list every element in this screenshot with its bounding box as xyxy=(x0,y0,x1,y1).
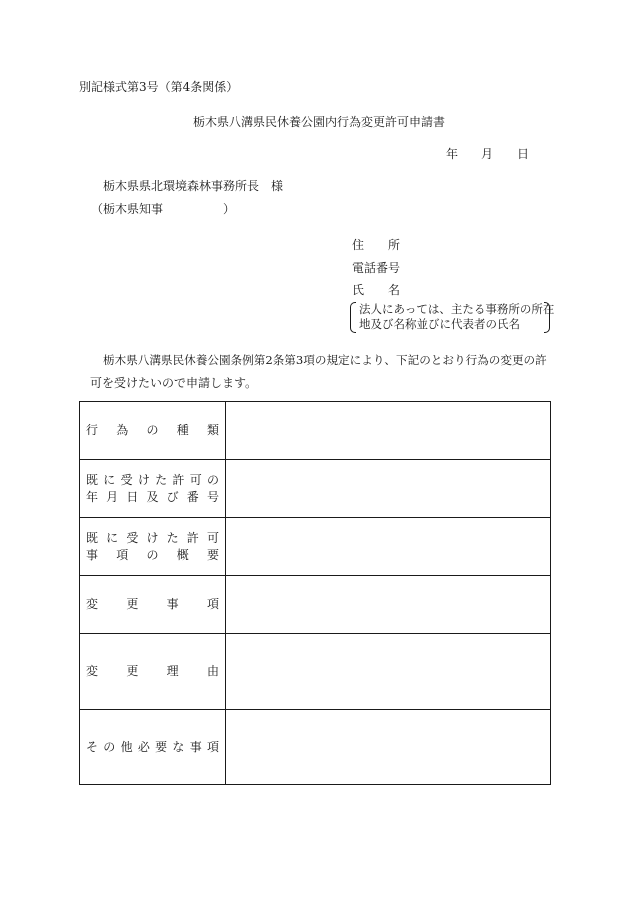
addressee-governor: （栃木県知事 ） xyxy=(91,202,236,216)
addressee-office: 栃木県県北環境森林事務所長 様 xyxy=(103,179,284,193)
body-text-line1: 栃木県八溝県民休養公園条例第2条第3項の規定により、下記のとおり行為の変更の許 xyxy=(103,353,547,367)
row-label-line xyxy=(86,472,219,489)
label-char: 可 xyxy=(206,530,219,545)
name-label: 氏 名 xyxy=(352,283,401,297)
label-char: 種 xyxy=(176,423,189,437)
corporate-note-line2: 地及び名称並びに代表者の氏名 xyxy=(359,317,520,331)
row-label xyxy=(80,710,226,785)
row-label-line xyxy=(86,422,219,439)
label-char: 理 xyxy=(166,664,179,678)
label-char: 受 xyxy=(126,530,139,545)
label-char: 変 xyxy=(86,664,99,678)
label-char: 受 xyxy=(120,472,133,487)
row-label-line xyxy=(86,596,219,613)
label-char: 概 xyxy=(176,547,189,562)
row-value-field[interactable] xyxy=(226,710,551,785)
label-char: 日 xyxy=(126,489,139,504)
label-char: 必 xyxy=(137,739,150,754)
label-char: の xyxy=(146,547,159,562)
row-value-field[interactable] xyxy=(226,576,551,634)
label-char: 行 xyxy=(86,423,99,437)
address-label: 住 所 xyxy=(352,238,401,252)
label-char: 由 xyxy=(206,664,219,678)
table-row xyxy=(80,402,551,460)
label-char: 事 xyxy=(166,597,179,611)
row-label-line xyxy=(86,530,219,547)
label-char: の xyxy=(146,423,159,437)
label-char: 年 xyxy=(86,489,99,504)
body-text-line2: 可を受けたいので申請します。 xyxy=(90,376,258,390)
label-char: 項 xyxy=(206,597,219,611)
row-value-field[interactable] xyxy=(226,518,551,576)
label-char: に xyxy=(103,472,116,487)
table-row xyxy=(80,518,551,576)
label-char: 可 xyxy=(189,472,202,487)
date-month-label: 月 xyxy=(481,147,494,161)
left-bracket xyxy=(350,302,356,333)
row-value-field[interactable] xyxy=(226,460,551,518)
label-char: た xyxy=(166,530,179,545)
corporate-note-line1: 法人にあっては、主たる事務所の所在 xyxy=(359,302,555,316)
label-char: の xyxy=(103,739,116,754)
label-char: 既 xyxy=(86,472,99,487)
label-char: 事 xyxy=(86,547,99,562)
row-label xyxy=(80,634,226,710)
label-char: 許 xyxy=(186,530,199,545)
page-title: 栃木県八溝県民休養公園内行為変更許可申請書 xyxy=(193,115,446,129)
table-row xyxy=(80,576,551,634)
row-value-field[interactable] xyxy=(226,402,551,460)
label-char: 許 xyxy=(172,472,185,487)
label-char: け xyxy=(146,530,159,545)
corporate-note-text xyxy=(359,302,554,332)
label-char: に xyxy=(106,530,119,545)
label-char: 及 xyxy=(146,489,159,504)
label-char: 他 xyxy=(120,739,133,754)
label-char: び xyxy=(166,489,179,504)
corporate-note xyxy=(350,302,555,333)
right-bracket xyxy=(544,302,550,333)
row-label xyxy=(80,518,226,576)
row-label xyxy=(80,576,226,634)
label-char: 要 xyxy=(206,547,219,562)
row-label-line xyxy=(86,739,219,756)
label-char: 更 xyxy=(126,664,139,678)
label-char: 号 xyxy=(206,489,219,504)
row-label xyxy=(80,402,226,460)
row-value-field[interactable] xyxy=(226,634,551,710)
form-number: 別記様式第3号（第4条関係） xyxy=(79,80,239,94)
label-char: 為 xyxy=(116,423,129,437)
date-year-label: 年 xyxy=(446,147,459,161)
label-char: 類 xyxy=(206,423,219,437)
row-label-line xyxy=(86,547,219,564)
label-char: そ xyxy=(86,739,99,754)
table-row xyxy=(80,460,551,518)
row-label-line xyxy=(86,489,219,506)
label-char: 更 xyxy=(126,597,139,611)
label-char: 番 xyxy=(186,489,199,504)
label-char: 要 xyxy=(155,739,168,754)
date-day-label: 日 xyxy=(517,147,530,161)
phone-label: 電話番号 xyxy=(352,261,401,275)
row-label-line xyxy=(86,663,219,680)
label-char: け xyxy=(137,472,150,487)
label-char: 変 xyxy=(86,597,99,611)
application-table xyxy=(79,401,551,785)
label-char: 事 xyxy=(189,739,202,754)
label-char: 項 xyxy=(116,547,129,562)
label-char: 項 xyxy=(206,739,219,754)
label-char: 既 xyxy=(86,530,99,545)
table-row xyxy=(80,634,551,710)
label-char: な xyxy=(172,739,185,754)
label-char: 月 xyxy=(106,489,119,504)
row-label xyxy=(80,460,226,518)
label-char: の xyxy=(206,472,219,487)
label-char: た xyxy=(155,472,168,487)
table-row xyxy=(80,710,551,785)
